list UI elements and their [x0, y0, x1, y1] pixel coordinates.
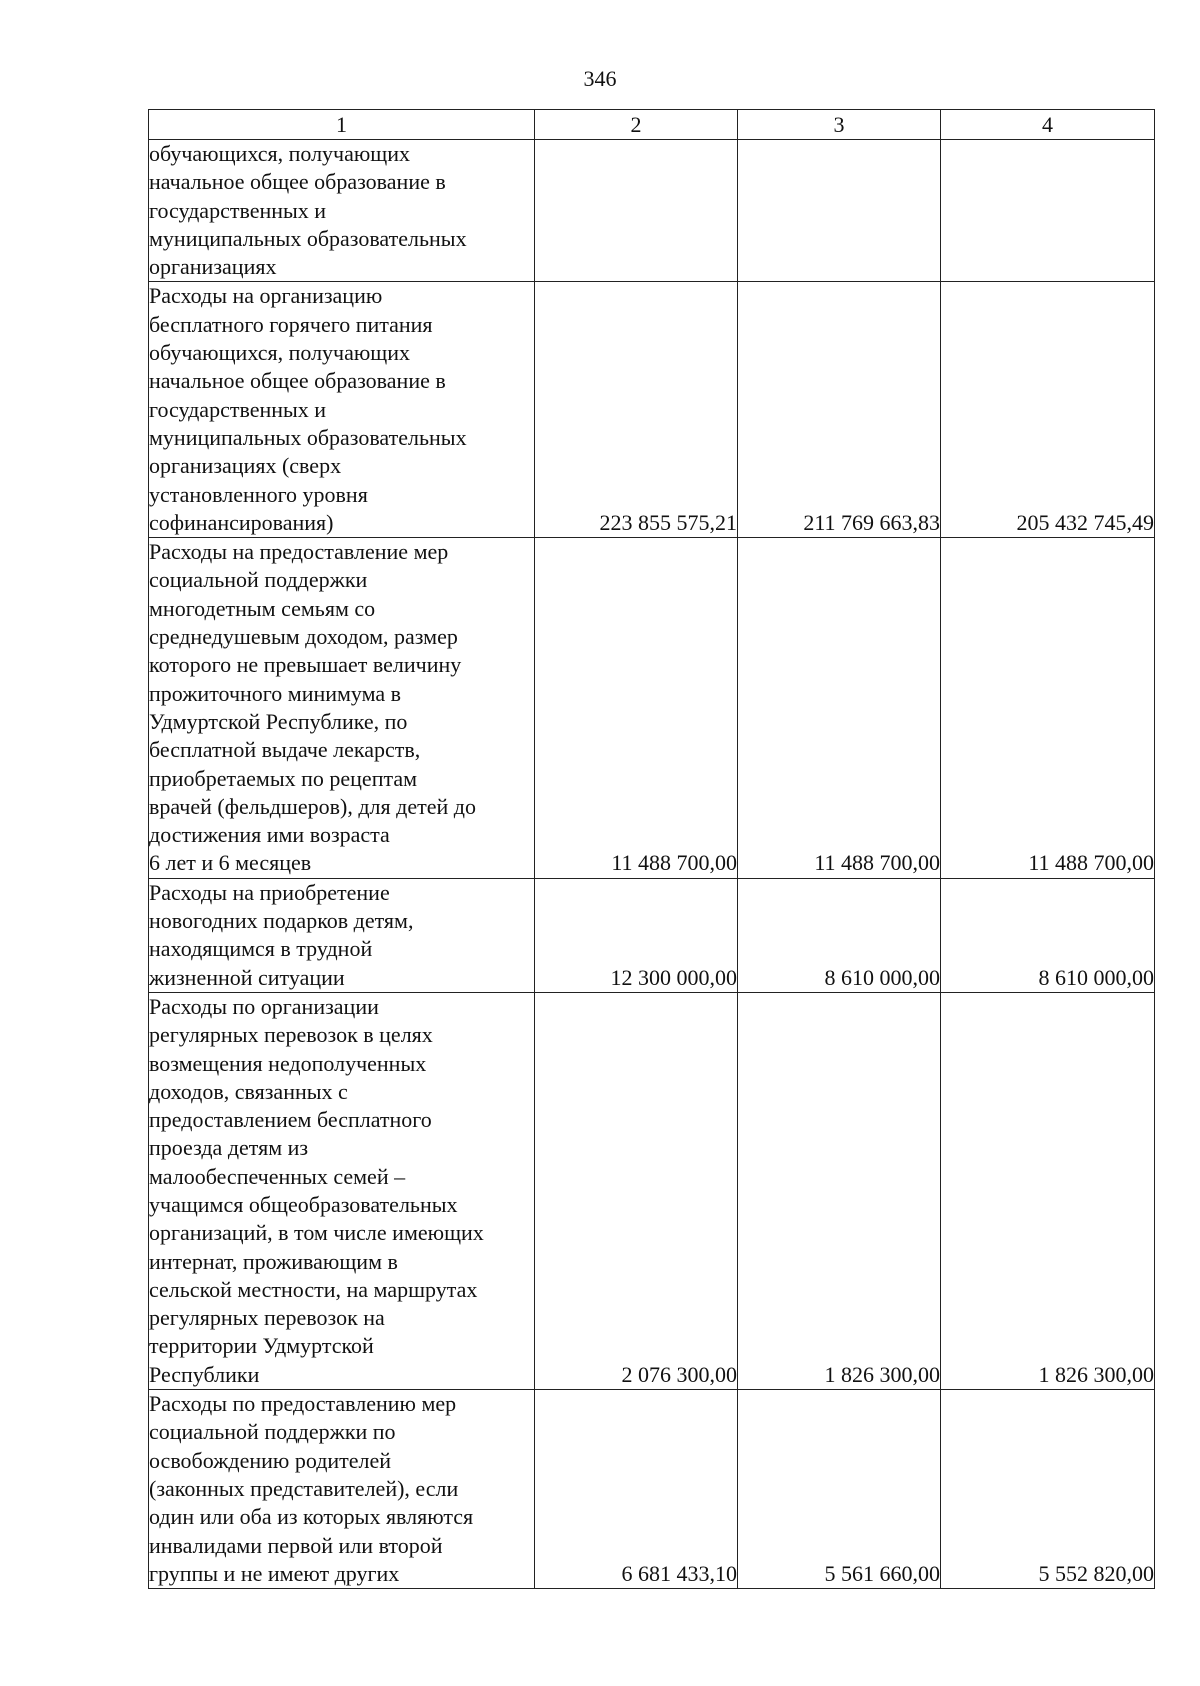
description-line: многодетным семьям со	[149, 595, 376, 621]
description-line: один или оба из которых являются	[149, 1504, 474, 1530]
description-line: врачей (фельдшеров), для детей до	[149, 793, 476, 819]
description-line: малообеспеченных семей –	[149, 1163, 406, 1189]
description-line: государственных и	[149, 396, 327, 422]
description-line: Расходы на приобретение	[149, 879, 390, 905]
amount-col2	[535, 140, 738, 282]
description-line: жизненной ситуации	[149, 964, 345, 990]
amount-col2: 11 488 700,00	[535, 538, 738, 879]
row-description	[149, 1390, 535, 1589]
description-line: приобретаемых по рецептам	[149, 765, 418, 791]
amount-col2: 223 855 575,21	[535, 282, 738, 538]
amount-col4: 1 826 300,00	[941, 992, 1155, 1389]
header-cell: 3	[738, 110, 941, 140]
description-line: инвалидами первой или второй	[149, 1532, 443, 1558]
description-line: находящимся в трудной	[149, 936, 373, 962]
amount-col2: 6 681 433,10	[535, 1390, 738, 1589]
amount-col2: 2 076 300,00	[535, 992, 738, 1389]
amount-col3: 211 769 663,83	[738, 282, 941, 538]
header-cell: 4	[941, 110, 1155, 140]
header-cell: 1	[149, 110, 535, 140]
header-row	[149, 110, 1155, 140]
table-row	[149, 992, 1155, 1389]
description-line: муниципальных образовательных	[149, 424, 467, 450]
description-line: группы и не имеют других	[149, 1560, 400, 1586]
description-line: софинансирования)	[149, 509, 334, 535]
description-line: прожиточного минимума в	[149, 680, 402, 706]
page-number: 346	[583, 66, 617, 91]
description-line: доходов, связанных с	[149, 1078, 348, 1104]
description-line: обучающихся, получающих	[149, 141, 411, 166]
description-line: Расходы по предоставлению мер	[149, 1391, 457, 1417]
description-line: Удмуртской Республике, по	[149, 708, 408, 734]
amount-col3	[738, 140, 941, 282]
description-line: регулярных перевозок в целях	[149, 1022, 433, 1048]
budget-table	[148, 109, 1155, 1589]
amount-col4: 8 610 000,00	[941, 878, 1155, 992]
table-body	[149, 140, 1155, 1589]
description-line: социальной поддержки	[149, 567, 368, 593]
table-row	[149, 1390, 1155, 1589]
row-description	[149, 282, 535, 538]
description-line: Расходы по организации	[149, 993, 379, 1019]
header-cell: 2	[535, 110, 738, 140]
description-line: проезда детям из	[149, 1135, 309, 1161]
amount-col3: 8 610 000,00	[738, 878, 941, 992]
amount-col3: 5 561 660,00	[738, 1390, 941, 1589]
description-line: среднедушевым доходом, размер	[149, 624, 458, 650]
table-row	[149, 538, 1155, 879]
description-line: обучающихся, получающих	[149, 340, 411, 366]
row-description	[149, 992, 535, 1389]
description-line: регулярных перевозок на	[149, 1305, 385, 1331]
description-line: организаций, в том числе имеющих	[149, 1220, 484, 1246]
row-description	[149, 538, 535, 879]
description-line: муниципальных образовательных	[149, 225, 467, 251]
table-row	[149, 282, 1155, 538]
description-line: новогодних подарков детям,	[149, 908, 414, 934]
description-line: учащимся общеобразовательных	[149, 1191, 458, 1217]
row-description	[149, 878, 535, 992]
description-line: освобождению родителей	[149, 1447, 392, 1473]
description-line: Расходы на организацию	[149, 283, 383, 309]
description-line: (законных представителей), если	[149, 1475, 459, 1501]
description-line: Расходы на предоставление мер	[149, 539, 449, 565]
description-line: сельской местности, на маршрутах	[149, 1276, 478, 1302]
amount-col4: 11 488 700,00	[941, 538, 1155, 879]
amount-col4: 205 432 745,49	[941, 282, 1155, 538]
description-line: предоставлением бесплатного	[149, 1107, 432, 1133]
description-line: возмещения недополученных	[149, 1050, 427, 1076]
description-line: бесплатного горячего питания	[149, 311, 433, 337]
table-row	[149, 878, 1155, 992]
description-line: достижения ими возраста	[149, 822, 390, 848]
amount-col3: 1 826 300,00	[738, 992, 941, 1389]
description-line: которого не превышает величину	[149, 652, 462, 678]
description-line: социальной поддержки по	[149, 1419, 396, 1445]
amount-col4: 5 552 820,00	[941, 1390, 1155, 1589]
description-line: организациях (сверх	[149, 453, 342, 479]
amount-col3: 11 488 700,00	[738, 538, 941, 879]
description-line: начальное общее образование в	[149, 169, 446, 195]
table-row	[149, 140, 1155, 282]
row-description	[149, 140, 535, 282]
amount-col4	[941, 140, 1155, 282]
description-line: организациях	[149, 254, 277, 280]
description-line: бесплатной выдаче лекарств,	[149, 737, 421, 763]
amount-col2: 12 300 000,00	[535, 878, 738, 992]
description-line: территории Удмуртской	[149, 1333, 374, 1359]
description-line: интернат, проживающим в	[149, 1248, 398, 1274]
description-line: установленного уровня	[149, 481, 368, 507]
description-line: Республики	[149, 1361, 260, 1387]
description-line: государственных и	[149, 197, 327, 223]
description-line: 6 лет и 6 месяцев	[149, 850, 312, 876]
description-line: начальное общее образование в	[149, 368, 446, 394]
